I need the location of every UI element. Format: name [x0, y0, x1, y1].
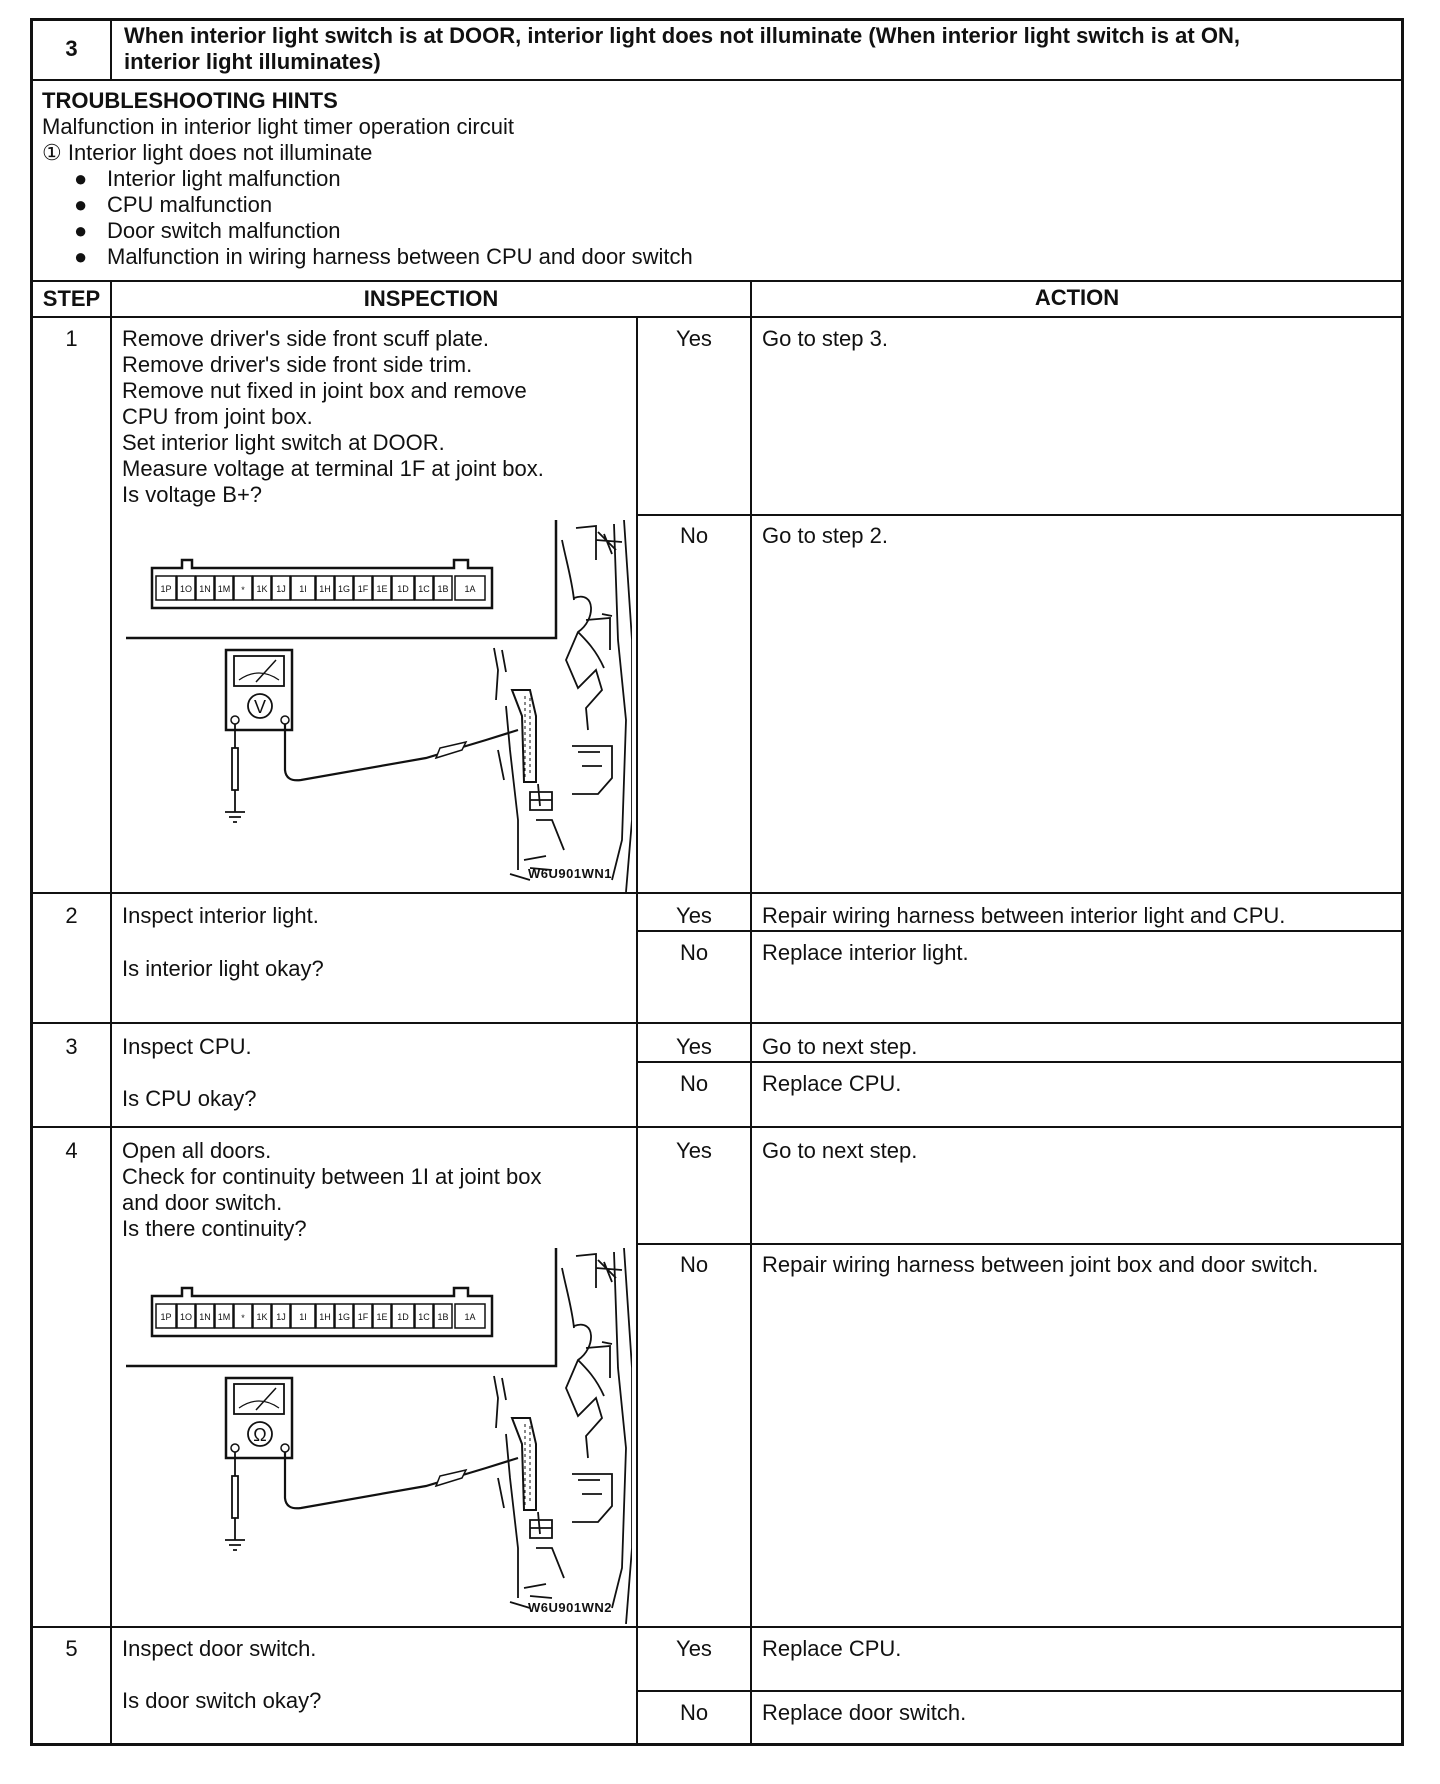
yes-label: Yes [676, 903, 712, 928]
troubleshooting-page [30, 18, 1404, 1746]
inspection-line: Check for continuity between 1I at joint box [122, 1164, 542, 1189]
step-number: 3 [65, 1034, 78, 1059]
pin-label: 1A [464, 1312, 476, 1322]
column-header-action: ACTION [1034, 285, 1120, 310]
pin-label: 1F [357, 1312, 369, 1322]
no-label: No [679, 1071, 709, 1096]
pin-label: 1N [199, 584, 211, 594]
bullet-dot: ● [74, 218, 88, 243]
hint-bullet: Malfunction in wiring harness between CPU and door switch [107, 244, 693, 269]
pin-label: 1O [179, 1312, 193, 1322]
no-label: No [679, 1252, 709, 1277]
pin-label: * [241, 1313, 245, 1323]
pin-label: 1D [397, 1312, 409, 1322]
inspection-line: Inspect CPU. [122, 1034, 252, 1059]
hint-bullet: CPU malfunction [107, 192, 273, 217]
step-number: 4 [65, 1138, 78, 1163]
pin-label: 1D [397, 584, 409, 594]
pin-label: 1J [276, 1312, 286, 1322]
joint-box-connector [152, 560, 492, 608]
inspection-question: Is interior light okay? [122, 956, 324, 981]
pin-label: 1E [376, 584, 388, 594]
bullet-dot: ● [74, 192, 88, 217]
pin-label: 1B [437, 1312, 449, 1322]
pin-label: 1P [160, 1312, 172, 1322]
inspection-line: Inspect interior light. [122, 903, 319, 928]
pin-label: 1A [464, 584, 476, 594]
yes-action: Replace CPU. [762, 1636, 902, 1661]
vehicle-body-sketch [494, 1248, 632, 1624]
inspection-line: Is voltage B+? [122, 482, 263, 507]
voltage-measurement-diagram [126, 520, 632, 892]
pin-label: 1M [217, 1312, 231, 1322]
step-number: 2 [65, 903, 78, 928]
yes-label: Yes [676, 1636, 712, 1661]
hint-bullet: Interior light malfunction [107, 166, 341, 191]
pin-label: 1G [337, 584, 351, 594]
inspection-line: and door switch. [122, 1190, 283, 1215]
pin-label: 1O [179, 584, 193, 594]
inspection-question: Is door switch okay? [122, 1688, 322, 1713]
pin-label: 1M [217, 584, 231, 594]
pin-label: 1B [437, 584, 449, 594]
yes-action: Go to next step. [762, 1138, 918, 1163]
section-title-line2: interior light illuminates) [124, 49, 381, 74]
section-title-line1: When interior light switch is at DOOR, interior light does not illuminate (When interior light switch is at ON, [124, 23, 1240, 48]
hints-title: TROUBLESHOOTING HINTS [42, 88, 338, 113]
inspection-line: CPU from joint box. [122, 404, 313, 429]
pin-label: 1E [376, 1312, 388, 1322]
hints-subtitle: Malfunction in interior light timer operation circuit [42, 114, 514, 139]
no-label: No [679, 523, 709, 548]
meter-mode-symbol: Ω [253, 1425, 267, 1445]
no-action: Go to step 2. [762, 523, 888, 548]
inspection-line: Open all doors. [122, 1138, 272, 1163]
pin-label: 1I [299, 1312, 307, 1322]
pin-label: 1H [319, 1312, 331, 1322]
inspection-line: Is there continuity? [122, 1216, 307, 1241]
pin-label: 1P [160, 584, 172, 594]
yes-action: Repair wiring harness between interior light and CPU. [762, 903, 1286, 928]
hint-bullet: Door switch malfunction [107, 218, 341, 243]
inspection-line: Set interior light switch at DOOR. [122, 430, 445, 455]
no-action: Replace door switch. [762, 1700, 967, 1725]
pin-label: 1G [337, 1312, 351, 1322]
no-action: Replace CPU. [762, 1071, 902, 1096]
pin-label: 1C [418, 1312, 430, 1322]
yes-action: Go to step 3. [762, 326, 888, 351]
continuity-check-diagram [126, 1248, 632, 1624]
pin-label: 1K [256, 1312, 268, 1322]
pin-label: 1K [256, 584, 268, 594]
no-action: Repair wiring harness between joint box and door switch. [762, 1252, 1319, 1277]
inspection-line: Remove nut fixed in joint box and remove [122, 378, 527, 403]
column-header-inspection: INSPECTION [363, 286, 499, 311]
no-action: Replace interior light. [762, 940, 969, 965]
no-label: No [679, 940, 709, 965]
inspection-line: Remove driver's side front scuff plate. [122, 326, 489, 351]
inspection-line: Remove driver's side front side trim. [122, 352, 473, 377]
step-number: 5 [65, 1636, 78, 1661]
yes-action: Go to next step. [762, 1034, 918, 1059]
pin-label: * [241, 585, 245, 595]
figure-caption: W6U901WN2 [528, 1600, 612, 1615]
step-number: 1 [65, 326, 78, 351]
vehicle-body-sketch [494, 520, 632, 892]
inspection-line: Measure voltage at terminal 1F at joint box. [122, 456, 544, 481]
voltmeter [226, 650, 292, 730]
pin-label: 1I [299, 584, 307, 594]
yes-label: Yes [676, 326, 712, 351]
ohmmeter [226, 1378, 292, 1458]
yes-label: Yes [676, 1138, 712, 1163]
pin-label: 1J [276, 584, 286, 594]
inspection-line: Inspect door switch. [122, 1636, 317, 1661]
yes-label: Yes [676, 1034, 712, 1059]
bullet-dot: ● [74, 166, 88, 191]
inspection-question: Is CPU okay? [122, 1086, 257, 1111]
pin-label: 1H [319, 584, 331, 594]
meter-mode-symbol: V [253, 697, 267, 717]
pin-label: 1F [357, 584, 369, 594]
pin-label: 1N [199, 1312, 211, 1322]
hints-item: ① Interior light does not illuminate [42, 140, 373, 165]
section-number: 3 [65, 36, 78, 61]
bullet-dot: ● [74, 244, 88, 269]
no-label: No [679, 1700, 709, 1725]
joint-box-connector [152, 1288, 492, 1336]
column-header-step: STEP [42, 286, 101, 311]
figure-caption: W6U901WN1 [528, 866, 612, 881]
pin-label: 1C [418, 584, 430, 594]
